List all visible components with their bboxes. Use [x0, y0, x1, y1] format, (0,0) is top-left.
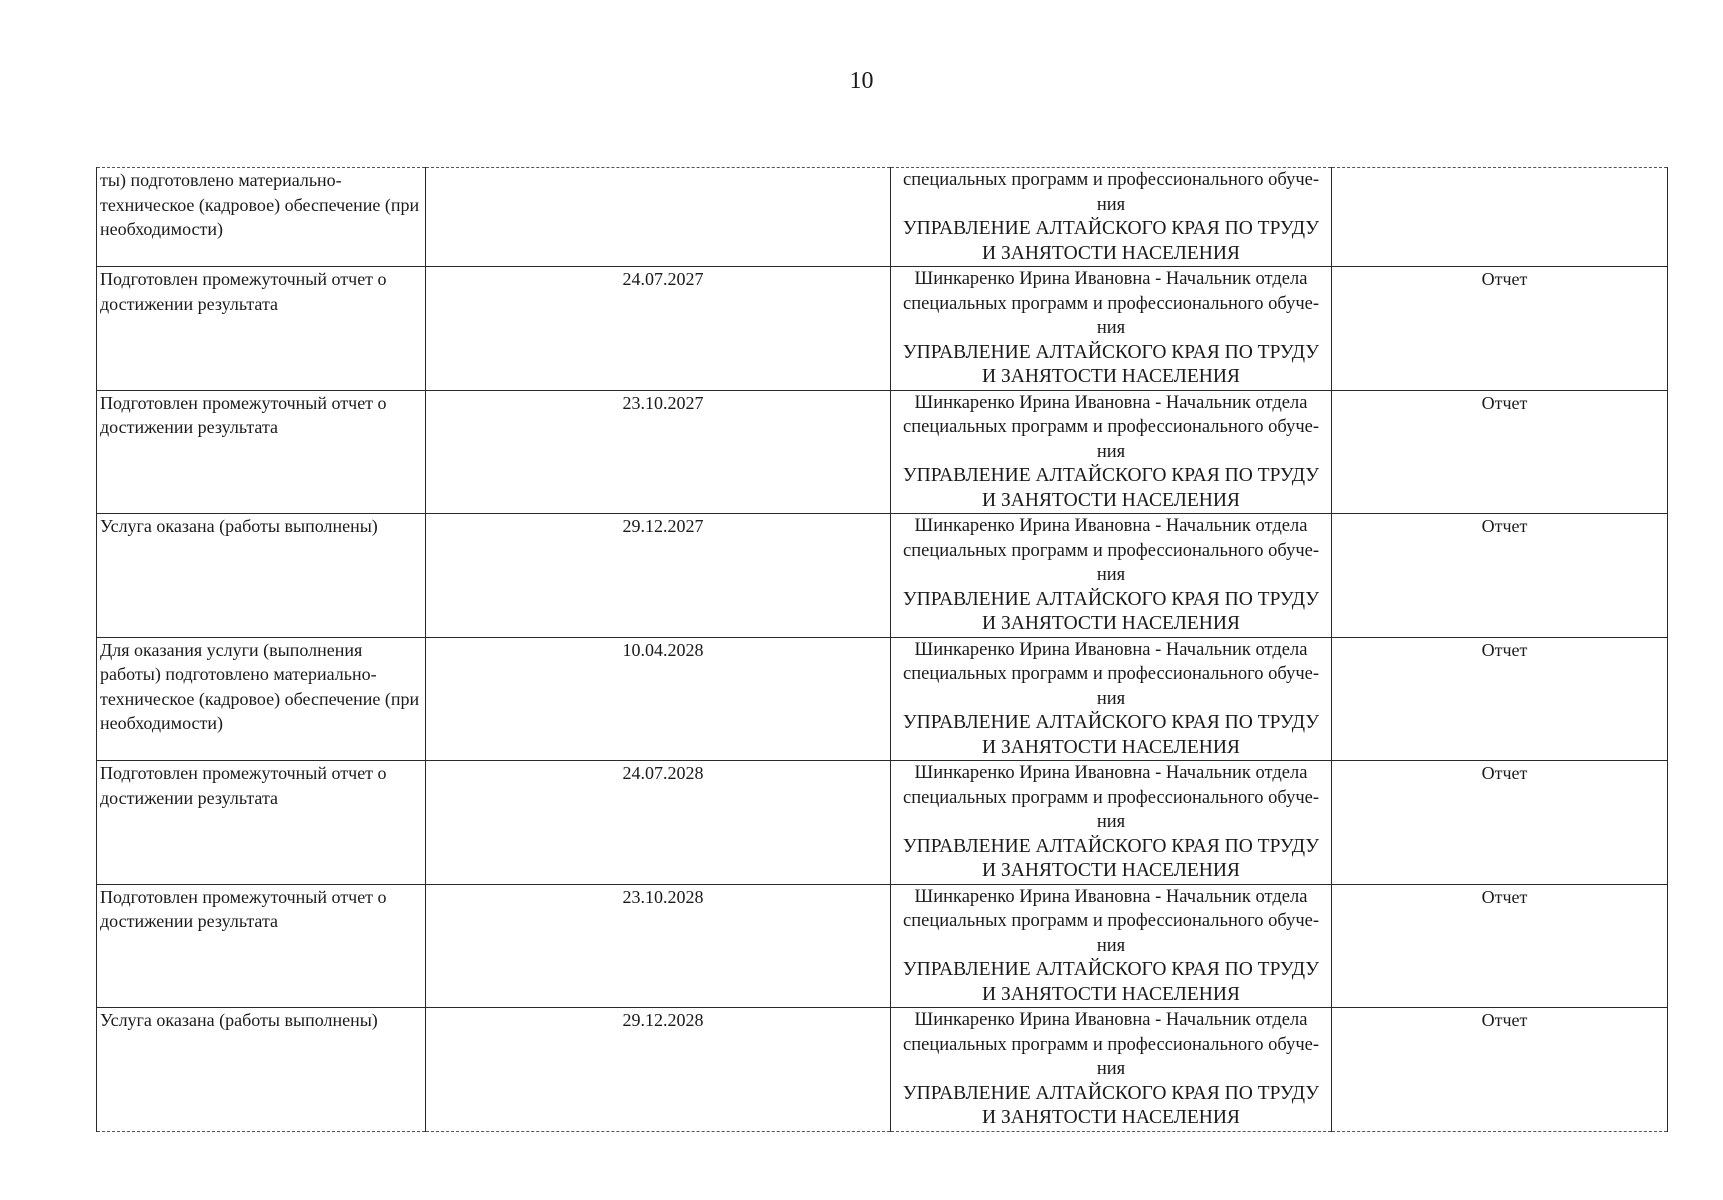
- document-cell: [1332, 390, 1668, 514]
- responsible-person-line: ния: [1096, 318, 1126, 338]
- responsible-person-line: ния: [1096, 688, 1126, 709]
- date-value: 24.07.2028: [622, 763, 704, 783]
- responsible-organization: УПРАВЛЕНИЕ АЛТАЙСКОГО КРАЯ ПО ТРУДУ И ЗАНЯТОСТИ НАСЕЛЕНИЯ: [902, 588, 1320, 634]
- responsible-person-line: ния: [1096, 441, 1126, 462]
- event-cell: Услуга оказана (работы выполнены): [97, 514, 426, 638]
- date-value: 23.10.2027: [622, 392, 704, 413]
- document-type: Отчет: [1481, 269, 1528, 289]
- event-cell: ты) подготовлено материально-техническое (кадровое) обеспечение (при необходимости): [97, 168, 426, 267]
- responsible-cell: [891, 168, 1332, 267]
- responsible-organization: УПРАВЛЕНИЕ АЛТАЙСКОГО КРАЯ ПО ТРУДУ И ЗАНЯТОСТИ НАСЕЛЕНИЯ: [902, 218, 1320, 264]
- date-cell: [426, 267, 891, 391]
- event-cell: Подготовлен промежуточный отчет о достижении результата: [97, 267, 426, 391]
- responsible-organization: УПРАВЛЕНИЕ АЛТАЙСКОГО КРАЯ ПО ТРУДУ И ЗАНЯТОСТИ НАСЕЛЕНИЯ: [902, 465, 1320, 511]
- document-cell: [1332, 637, 1668, 761]
- document-cell: [1332, 1008, 1668, 1132]
- event-cell: Услуга оказана (работы выполнены): [97, 1008, 426, 1132]
- responsible-cell: [891, 637, 1332, 761]
- responsible-organization: УПРАВЛЕНИЕ АЛТАЙСКОГО КРАЯ ПО ТРУДУ И ЗАНЯТОСТИ НАСЕЛЕНИЯ: [902, 1082, 1320, 1128]
- schedule-table-body: [97, 168, 1668, 1132]
- event-cell: Для оказания услуги (выполнения работы) подготовлено материально-техническое (кадровое) обеспечение (при необходимости): [97, 637, 426, 761]
- date-cell: [426, 884, 891, 1008]
- document-type: Отчет: [1481, 763, 1528, 783]
- date-value: 10.04.2028: [622, 639, 704, 660]
- document-type: Отчет: [1481, 639, 1528, 660]
- responsible-person-line: специальных программ и профессионального обуче-: [903, 540, 1319, 561]
- date-cell: [426, 637, 891, 761]
- responsible-cell: [891, 1008, 1332, 1132]
- document-cell: [1332, 514, 1668, 638]
- responsible-person-line: специальных программ и профессионального обуче-: [903, 170, 1319, 190]
- document-type: Отчет: [1481, 516, 1528, 536]
- responsible-person-line: Шинкаренко Ирина Ивановна - Начальник отдела: [914, 1010, 1308, 1030]
- page-number: 10: [849, 68, 874, 94]
- date-cell: [426, 761, 891, 885]
- schedule-table: [96, 167, 1668, 1132]
- table-row: [97, 637, 1668, 761]
- table-row: [97, 390, 1668, 514]
- responsible-organization: УПРАВЛЕНИЕ АЛТАЙСКОГО КРАЯ ПО ТРУДУ И ЗАНЯТОСТИ НАСЕЛЕНИЯ: [902, 835, 1320, 881]
- table-row: [97, 1008, 1668, 1132]
- responsible-person-line: ния: [1096, 1059, 1126, 1079]
- responsible-cell: [891, 884, 1332, 1008]
- document-type: Отчет: [1481, 886, 1528, 907]
- responsible-person-line: Шинкаренко Ирина Ивановна - Начальник отдела: [914, 763, 1308, 783]
- responsible-cell: [891, 514, 1332, 638]
- responsible-person-line: специальных программ и профессионального обуче-: [903, 664, 1319, 684]
- document-cell: [1332, 761, 1668, 885]
- event-cell: Подготовлен промежуточный отчет о достижении результата: [97, 884, 426, 1008]
- table-row: [97, 761, 1668, 885]
- table-row: [97, 267, 1668, 391]
- event-cell: Подготовлен промежуточный отчет о достижении результата: [97, 390, 426, 514]
- date-cell: [426, 168, 891, 267]
- table-row: [97, 514, 1668, 638]
- responsible-person-line: ния: [1096, 812, 1126, 832]
- responsible-person-line: специальных программ и профессионального обуче-: [903, 293, 1319, 314]
- responsible-person-line: специальных программ и профессионального обуче-: [903, 1034, 1319, 1055]
- document-type: Отчет: [1481, 1010, 1528, 1030]
- responsible-person-line: Шинкаренко Ирина Ивановна - Начальник отдела: [914, 269, 1308, 289]
- date-value: 29.12.2028: [622, 1010, 704, 1030]
- table-row: [97, 168, 1668, 267]
- date-cell: [426, 390, 891, 514]
- document-type: Отчет: [1481, 392, 1528, 413]
- responsible-cell: [891, 761, 1332, 885]
- responsible-person-line: специальных программ и профессионального обуче-: [903, 417, 1319, 437]
- responsible-person-line: Шинкаренко Ирина Ивановна - Начальник отдела: [914, 886, 1308, 907]
- responsible-person-line: ния: [1096, 194, 1126, 215]
- document-cell: [1332, 884, 1668, 1008]
- document-cell: [1332, 267, 1668, 391]
- responsible-organization: УПРАВЛЕНИЕ АЛТАЙСКОГО КРАЯ ПО ТРУДУ И ЗАНЯТОСТИ НАСЕЛЕНИЯ: [902, 959, 1320, 1005]
- responsible-person-line: специальных программ и профессионального обуче-: [903, 911, 1319, 931]
- responsible-organization: УПРАВЛЕНИЕ АЛТАЙСКОГО КРАЯ ПО ТРУДУ И ЗАНЯТОСТИ НАСЕЛЕНИЯ: [902, 341, 1320, 387]
- responsible-organization: УПРАВЛЕНИЕ АЛТАЙСКОГО КРАЯ ПО ТРУДУ И ЗАНЯТОСТИ НАСЕЛЕНИЯ: [902, 712, 1320, 758]
- event-cell: Подготовлен промежуточный отчет о достижении результата: [97, 761, 426, 885]
- responsible-person-line: специальных программ и профессионального обуче-: [903, 787, 1319, 808]
- date-value: 29.12.2027: [622, 516, 704, 536]
- document-cell: [1332, 168, 1668, 267]
- date-cell: [426, 514, 891, 638]
- responsible-person-line: Шинкаренко Ирина Ивановна - Начальник отдела: [914, 392, 1308, 413]
- responsible-cell: [891, 267, 1332, 391]
- responsible-person-line: ния: [1096, 565, 1126, 585]
- responsible-cell: [891, 390, 1332, 514]
- date-value: 24.07.2027: [622, 269, 704, 289]
- responsible-person-line: ния: [1096, 935, 1126, 956]
- table-row: [97, 884, 1668, 1008]
- responsible-person-line: Шинкаренко Ирина Ивановна - Начальник отдела: [914, 639, 1308, 660]
- responsible-person-line: Шинкаренко Ирина Ивановна - Начальник отдела: [914, 516, 1308, 536]
- date-cell: [426, 1008, 891, 1132]
- date-value: 23.10.2028: [622, 886, 704, 907]
